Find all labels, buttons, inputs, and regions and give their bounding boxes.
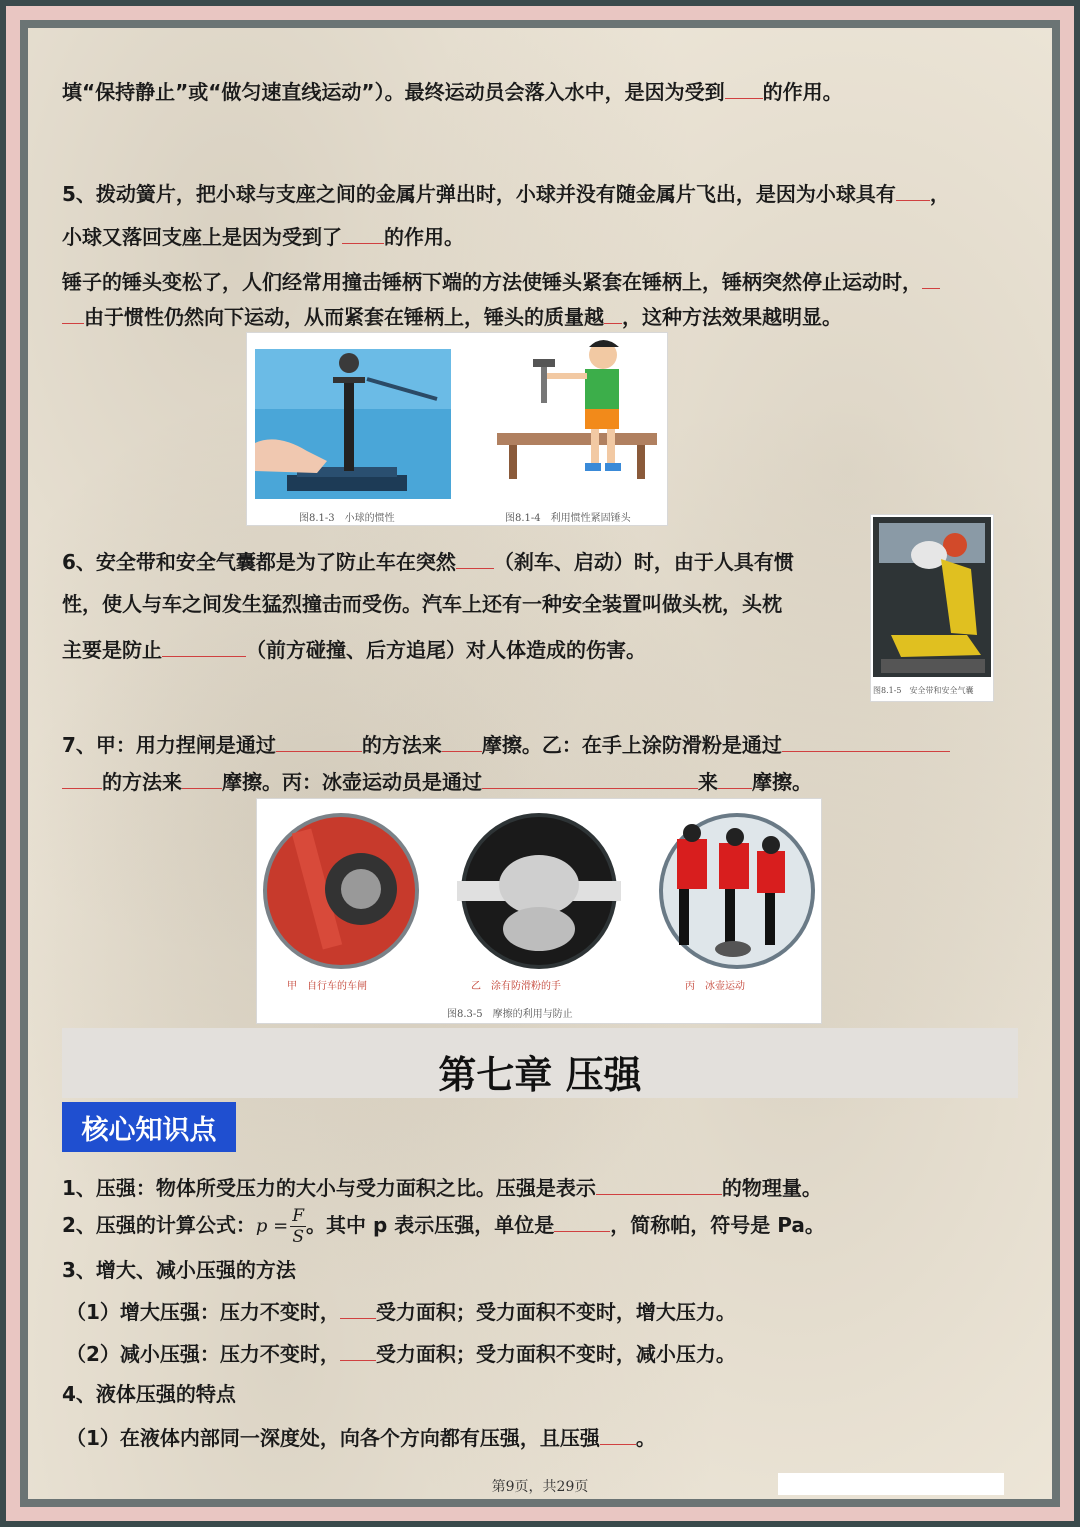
text-p1-end: 的物理量。 <box>721 1176 822 1200</box>
figure-inertia <box>246 332 668 526</box>
text-q5b-end: 的作用。 <box>384 225 464 249</box>
point-4-1 <box>66 1424 656 1450</box>
formula-numerator: F <box>292 1206 305 1226</box>
text-p1: 1、压强：物体所受压力的大小与受力面积之比。压强是表示 <box>62 1176 596 1200</box>
answer-blank[interactable] <box>782 731 950 752</box>
text-q6c-end: （前方碰撞、后方追尾）对人体造成的伤害。 <box>246 638 646 662</box>
text-p2-end: ，简称帕，符号是 Pa。 <box>610 1213 825 1237</box>
answer-blank[interactable] <box>342 223 384 244</box>
question-6-line-a <box>62 548 794 574</box>
answer-blank[interactable] <box>162 636 246 657</box>
text-q7a2: 的方法来 <box>361 733 442 757</box>
text-q7a1: 7、甲：用力捏闸是通过 <box>62 733 276 757</box>
point-1 <box>62 1174 822 1200</box>
figure-caption: 乙 涂有防滑粉的手 <box>471 981 561 992</box>
figure-inertia-illustration <box>247 333 667 525</box>
text-q6b: 性，使人与车之间发生猛烈撞击而受伤。汽车上还有一种安全装置叫做头枕，头枕 <box>62 592 782 616</box>
figure-caption: 图8.3-5 摩擦的利用与防止 <box>447 1009 573 1020</box>
text-line-1 <box>62 78 843 104</box>
text-q5d-end: ，这种方法效果越明显。 <box>622 305 842 329</box>
text-q7b4: 摩擦。 <box>752 770 812 794</box>
text-p3-2-end: 受力面积；受力面积不变时，减小压力。 <box>375 1342 736 1366</box>
text-q5a-end: ， <box>929 182 950 206</box>
question-5-line-a <box>62 180 950 206</box>
question-5-line-d <box>62 303 842 329</box>
figure-friction <box>256 798 822 1024</box>
answer-blank[interactable] <box>596 1174 722 1195</box>
point-3-1 <box>66 1298 736 1324</box>
answer-blank[interactable] <box>182 768 222 789</box>
answer-blank[interactable] <box>276 731 362 752</box>
question-6-line-c <box>62 636 646 662</box>
question-5-line-b <box>62 223 464 249</box>
point-2 <box>62 1206 825 1247</box>
text-p3: 3、增大、减小压强的方法 <box>62 1258 296 1282</box>
text-q7b2: 摩擦。丙：冰壶运动员是通过 <box>222 770 482 794</box>
answer-blank[interactable] <box>340 1340 376 1361</box>
figure-airbag <box>870 514 994 702</box>
point-3 <box>62 1258 296 1282</box>
point-3-2 <box>66 1340 736 1366</box>
text-p4-1-end: 。 <box>635 1426 656 1450</box>
text-p4-1: （1）在液体内部同一深度处，向各个方向都有压强，且压强 <box>66 1426 600 1450</box>
question-7-line-a <box>62 731 950 757</box>
text-p3-1-end: 受力面积；受力面积不变时，增大压力。 <box>375 1300 736 1324</box>
answer-blank[interactable] <box>442 731 482 752</box>
answer-blank[interactable] <box>456 548 494 569</box>
text-q6a-end: （刹车、启动）时，由于人具有惯 <box>493 550 794 574</box>
text-q5d: 由于惯性仍然向下运动，从而紧套在锤柄上，锤头的质量越 <box>84 305 604 329</box>
footer-white-box <box>778 1473 1004 1495</box>
chapter-title: 第七章 压强 <box>438 1053 642 1097</box>
formula-fraction <box>290 1206 306 1247</box>
text-q7a3: 摩擦。乙：在手上涂防滑粉是通过 <box>481 733 782 757</box>
text-q7b1: 的方法来 <box>102 770 182 794</box>
formula-denominator: S <box>292 1227 304 1247</box>
text-p3-1: （1）增大压强：压力不变时， <box>66 1300 340 1324</box>
text-p4: 4、液体压强的特点 <box>62 1382 236 1406</box>
text-l1: 填“保持静止”或“做匀速直线运动”）。最终运动员会落入水中，是因为受到 <box>62 80 725 104</box>
chapter-heading-bar <box>62 1028 1018 1098</box>
figure-airbag-illustration <box>871 515 993 683</box>
answer-blank[interactable] <box>62 768 102 789</box>
point-4 <box>62 1382 236 1406</box>
text-l1b: 的作用。 <box>762 80 843 104</box>
answer-blank[interactable] <box>482 768 698 789</box>
question-7-line-b <box>62 768 812 794</box>
answer-blank[interactable] <box>896 180 930 201</box>
figure-caption: 图8.1-5 安全带和安全气囊 <box>873 686 974 695</box>
paper-page <box>28 28 1052 1499</box>
question-5-line-c <box>62 268 940 294</box>
text-q5b: 小球又落回支座上是因为受到了 <box>62 225 342 249</box>
answer-blank[interactable] <box>604 303 622 324</box>
figure-caption: 图8.1-4 利用惯性紧固锤头 <box>505 513 631 524</box>
text-q5c: 锤子的锤头变松了，人们经常用撞击锤柄下端的方法使锤头紧套在锤柄上，锤柄突然停止运动时， <box>62 270 922 294</box>
text-p2-mid: 。其中 p 表示压强，单位是 <box>306 1213 555 1237</box>
page-number: 第9页，共29页 <box>491 1479 589 1495</box>
pressure-formula <box>256 1206 306 1247</box>
answer-blank[interactable] <box>718 768 752 789</box>
answer-blank[interactable] <box>725 78 763 99</box>
answer-blank[interactable] <box>600 1424 636 1445</box>
text-p3-2: （2）减小压强：压力不变时， <box>66 1342 340 1366</box>
figure-friction-illustration <box>257 799 821 979</box>
text-q5a: 5、拨动簧片，把小球与支座之间的金属片弹出时，小球并没有随金属片飞出，是因为小球具有 <box>62 182 896 206</box>
text-p2: 2、压强的计算公式： <box>62 1213 256 1237</box>
answer-blank[interactable] <box>922 268 940 289</box>
figure-caption: 图8.1-3 小球的惯性 <box>299 513 395 524</box>
text-q7b3: 来 <box>698 770 718 794</box>
section-badge: 核心知识点 <box>62 1102 236 1152</box>
figure-caption: 甲 自行车的车闸 <box>287 981 367 992</box>
formula-lhs: p = <box>255 1215 289 1237</box>
answer-blank[interactable] <box>62 303 84 324</box>
text-q6c: 主要是防止 <box>62 638 162 662</box>
text-q6a: 6、安全带和安全气囊都是为了防止车在突然 <box>62 550 456 574</box>
answer-blank[interactable] <box>340 1298 376 1319</box>
answer-blank[interactable] <box>554 1211 610 1232</box>
figure-caption: 丙 冰壶运动 <box>685 981 745 992</box>
question-6-line-b <box>62 592 782 616</box>
